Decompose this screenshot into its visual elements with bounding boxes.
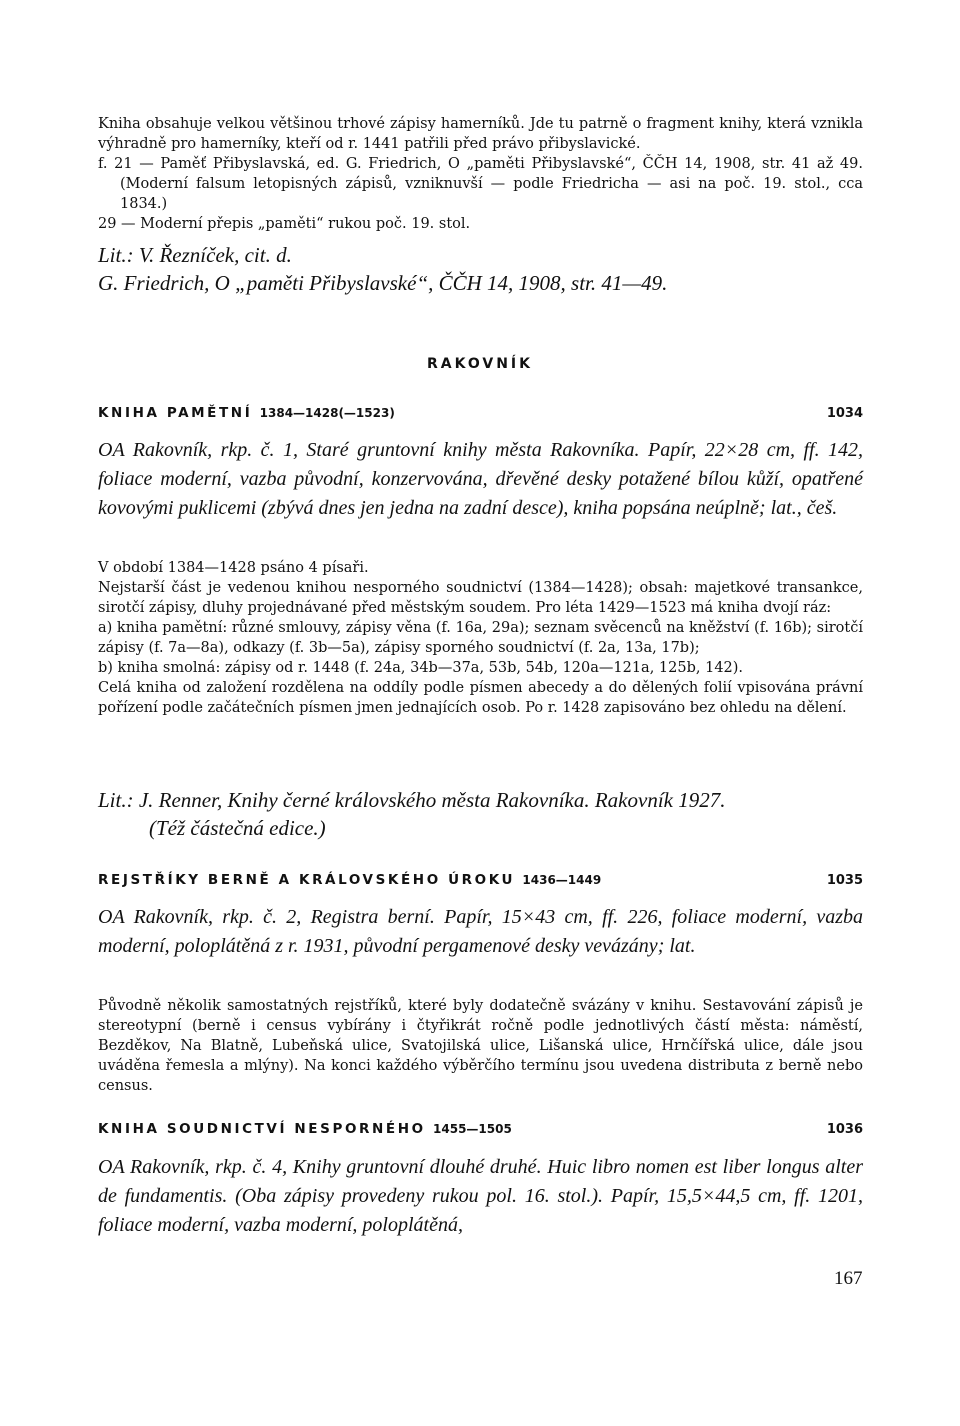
entry-title: KNIHA PAMĚTNÍ 1384—1428(—1523) <box>98 405 395 421</box>
entry-heading-1034 <box>98 405 863 421</box>
note-paragraph: a) kniha pamětní: různé smlouvy, zápisy věna (f. 16a, 29a); seznam svěcenců na kněžství (f. 16b); sirotčí zápisy (f. 7a—8a), odkazy (f. 3b—5a), zápisy sporného soudnictví (f. 2a, 13a, 17b); <box>98 620 863 656</box>
intro-notes <box>98 114 863 234</box>
entry-heading-1035 <box>98 872 863 888</box>
literature-line: Lit.: J. Renner, Knihy černé královského města Rakovníka. Rakovník 1927. <box>98 788 726 812</box>
intro-paragraph: Kniha obsahuje velkou většinou trhové zápisy hamerníků. Jde tu patrně o fragment knihy, která vznikla výhradně pro hamerníky, kteří od r. 1441 patřili před právo přibyslavické. <box>98 116 863 152</box>
town-heading: RAKOVNÍK <box>427 356 533 372</box>
entry-title: KNIHA SOUDNICTVÍ NESPORNÉHO 1455—1505 <box>98 1121 512 1137</box>
intro-literature <box>98 241 863 297</box>
literature-line: Lit.: V. Řezníček, cit. d. <box>98 243 292 267</box>
literature-line: (Též částečná edice.) <box>149 816 326 840</box>
note-paragraph: Nejstarší část je vedenou knihou nesporného soudnictví (1384—1428); obsah: majetkové transankce, sirotčí zápisy, dluhy projednávané před městským soudem. Pro léta 1429—1523 má kniha dvojí ráz: <box>98 580 863 616</box>
entry-heading-1036 <box>98 1121 863 1137</box>
entry-number: 1036 <box>826 1122 863 1137</box>
entry-description-1036: OA Rakovník, rkp. č. 4, Knihy gruntovní dlouhé druhé. Huic libro nomen est liber longus alter de fundamentis. (Oba zápisy provedeny rukou pol. 16. stol.). Papír, 15,5×44,5 cm, ff. 1201, foliace moderní, vazba moderní, poloplátěná, <box>98 1156 863 1236</box>
entry-title: REJSTŘÍKY BERNĚ A KRÁLOVSKÉHO ÚROKU 1436—1449 <box>98 872 602 888</box>
entry-literature-1034 <box>98 786 863 842</box>
intro-paragraph: f. 21 — Paměť Přibyslavská, ed. G. Friedrich, O „paměti Přibyslavské“, ČČH 14, 1908, str. 41 až 49. (Moderní falsum letopisných zápisů, vzniknuvší — podle Friedricha — asi na poč. 19. stol., cca 1834.) <box>98 156 863 212</box>
note-paragraph: b) kniha smolná: zápisy od r. 1448 (f. 24a, 34b—37a, 53b, 54b, 120a—121a, 125b, 142). <box>98 660 744 676</box>
entry-description-1035: OA Rakovník, rkp. č. 2, Registra berní. Papír, 15×43 cm, ff. 226, foliace moderní, vazba moderní, poloplátěná z r. 1931, původní pergamenové desky vevázány; lat. <box>98 906 863 957</box>
entry-dates: 1455—1505 <box>433 1122 512 1136</box>
note-paragraph: Původně několik samostatných rejstříků, které byly dodatečně svázány v knihu. Sestavování zápisů je stereotypní (berně i census vybírány i čtyřikrát ročně podle jednotlivých částí města: náměstí, Bezděkov, Na Blatně, Lubeňská ulice, Svatojilská ulice, Lišanská ulice, Hrnčířská ulice, dále jsou uváděna řemesla a mlýny). Na konci každého výběrčího termínu jsou uvedena distributa z berně nebo census. <box>98 998 863 1094</box>
note-paragraph: V období 1384—1428 psáno 4 písaři. <box>98 560 369 576</box>
note-paragraph: Celá kniha od založení rozdělena na oddíly podle písmen abecedy a do dělených folií vpisována právní pořízení podle začátečních písmen jmen jednajících osob. Po r. 1428 zapisováno bez ohledu na dělení. <box>98 680 863 716</box>
page-number: 167 <box>834 1268 863 1289</box>
literature-line: G. Friedrich, O „paměti Přibyslavské“, ČČH 14, 1908, str. 41—49. <box>98 271 668 295</box>
entry-dates: 1384—1428(—1523) <box>259 406 395 420</box>
entry-dates: 1436—1449 <box>522 873 602 887</box>
entry-number: 1035 <box>826 873 863 888</box>
entry-notes-1035 <box>98 996 863 1096</box>
entry-description-1034: OA Rakovník, rkp. č. 1, Staré gruntovní knihy města Rakovníka. Papír, 22×28 cm, ff. 142, foliace moderní, vazba původní, konzervována, dřevěné desky potažené bílou kůží, opatřené kovovými puklicemi (zbývá dnes jen jedna na zadní desce), kniha popsána neúplně; lat., češ. <box>98 439 863 519</box>
entry-number: 1034 <box>826 406 863 421</box>
intro-paragraph: 29 — Moderní přepis „paměti“ rukou poč. 19. stol. <box>98 216 471 232</box>
entry-notes-1034 <box>98 558 863 718</box>
